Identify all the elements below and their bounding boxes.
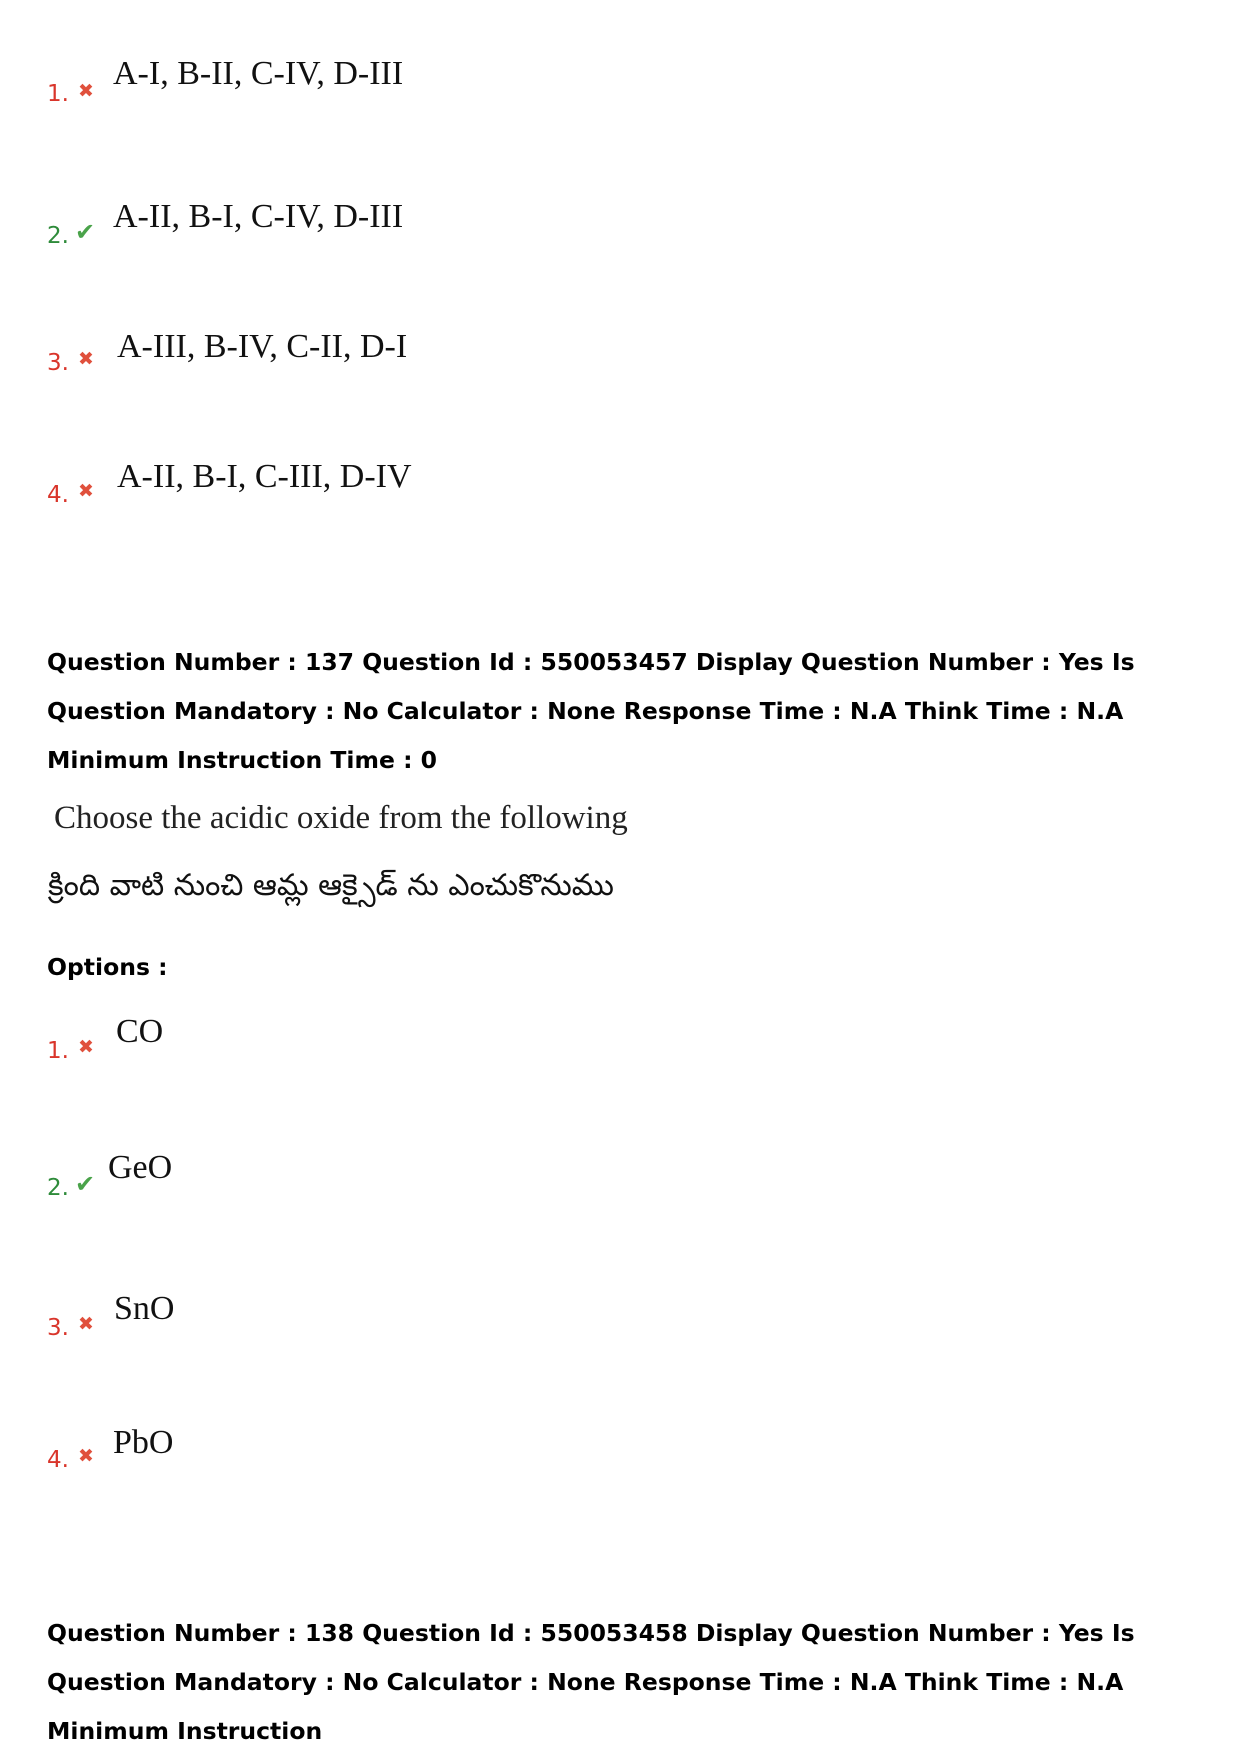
cross-icon: ✖ [78,80,94,102]
option-number: 3. [47,1315,69,1341]
cross-icon: ✖ [78,1445,94,1467]
option-number: 2. [47,223,69,249]
option-number: 4. [47,1447,69,1473]
cross-icon: ✖ [78,348,94,370]
option-text: CO [116,1013,164,1050]
question-meta: Question Number : 137 Question Id : 550053457 Display Question Number : Yes Is Question Mandatory : No Calculator : None Response Time : N.A Think Time : N.A Minimum Instruction Time : 0 [47,648,1135,774]
question-text-telugu: క్రింది వాటి నుంచి ఆమ్ల ఆక్సైడ్ ను ఎంచుకొనుము [48,868,614,903]
question-text-english: Choose the acidic oxide from the following [54,800,628,836]
option-number: 3. [47,350,69,376]
option-text: A-I, B-II, C-IV, D-III [113,55,404,92]
option-text: PbO [113,1424,174,1461]
option-number: 2. [47,1175,69,1201]
check-icon: ✔ [75,1170,96,1198]
cross-icon: ✖ [78,1036,94,1058]
option-text: SnO [114,1290,175,1327]
option-number: 1. [47,81,69,107]
cross-icon: ✖ [78,480,94,502]
option-number: 1. [47,1038,69,1064]
option-text: A-III, B-IV, C-II, D-I [117,328,408,365]
option-number: 4. [47,482,69,508]
options-label: Options : [47,953,168,981]
check-icon: ✔ [75,218,96,246]
cross-icon: ✖ [78,1313,94,1335]
option-text: GeO [108,1149,173,1186]
option-text: A-II, B-I, C-IV, D-III [113,198,404,235]
option-text: A-II, B-I, C-III, D-IV [117,458,412,495]
question-meta: Question Number : 138 Question Id : 550053458 Display Question Number : Yes Is Question Mandatory : No Calculator : None Response Time : N.A Think Time : N.A Minimum Instruction [47,1619,1135,1745]
